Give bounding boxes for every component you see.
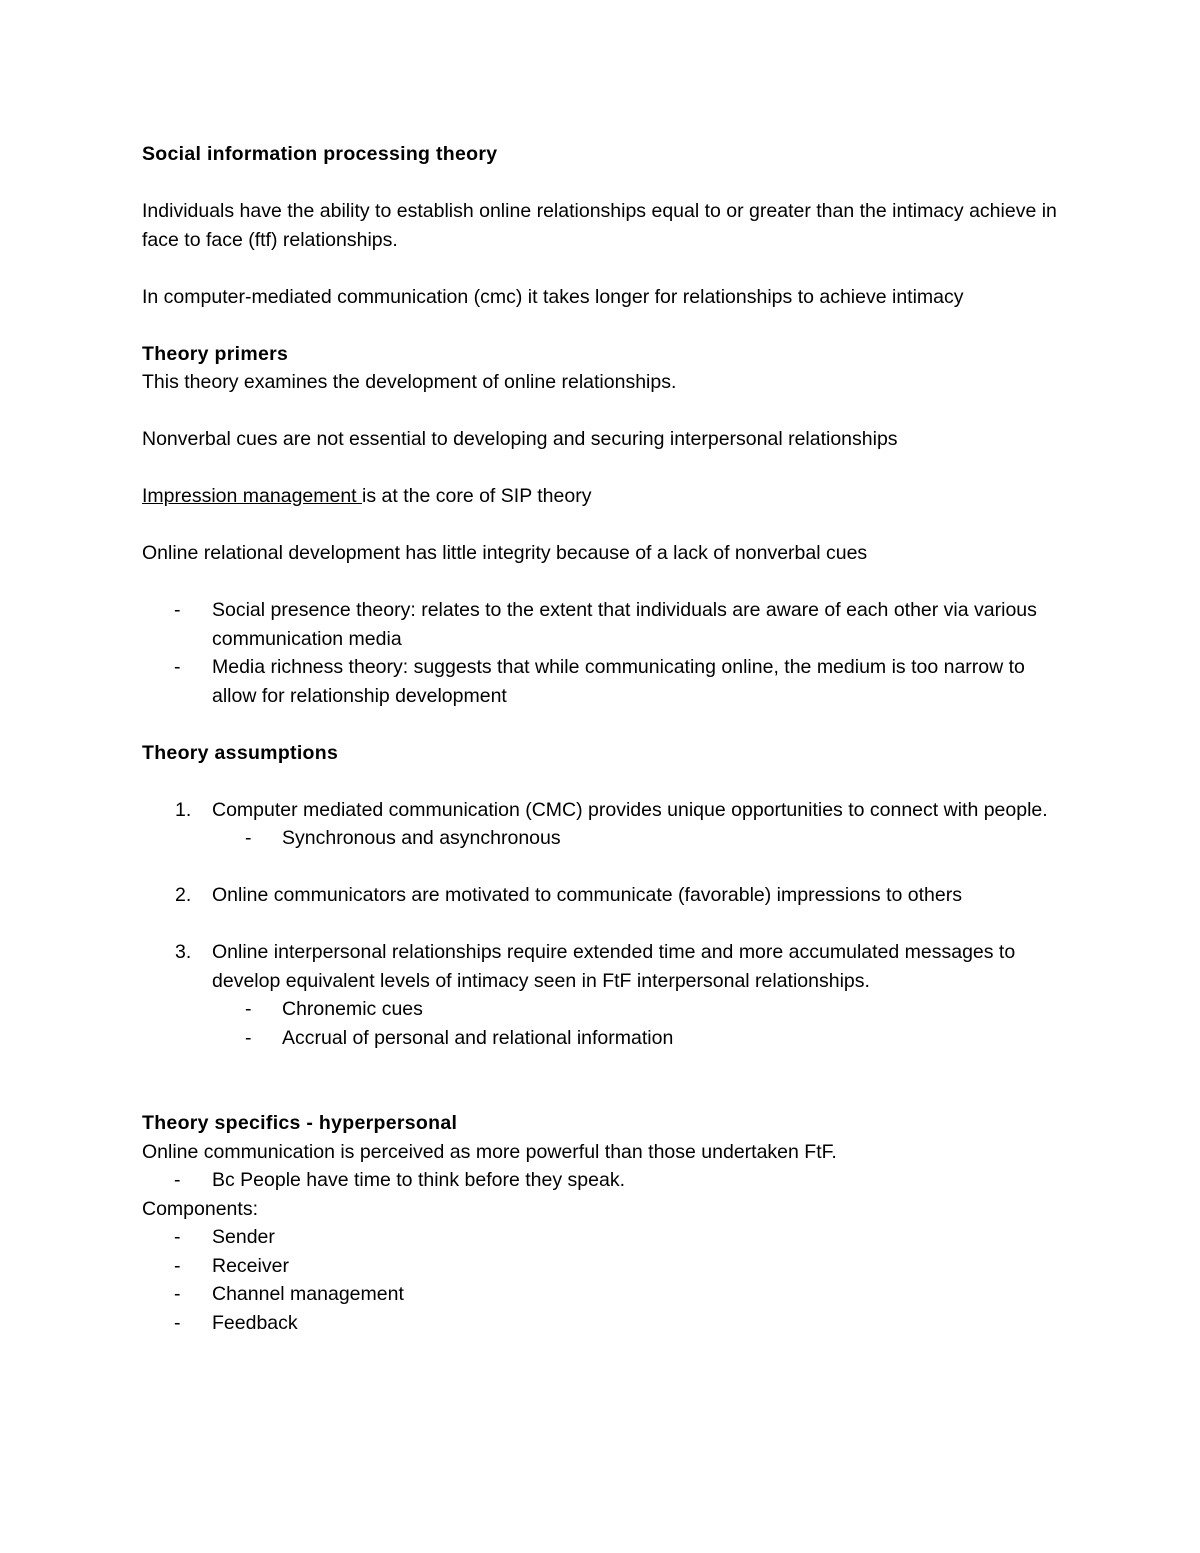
dash-marker: - bbox=[174, 599, 181, 621]
primers-paragraph-2: Nonverbal cues are not essential to developing and securing interpersonal relationships bbox=[142, 428, 898, 450]
list-item-text: Computer mediated communication (CMC) provides unique opportunities to connect with people. bbox=[212, 798, 1048, 821]
list-item-text: Online communicators are motivated to communicate (favorable) impressions to others bbox=[212, 884, 962, 906]
section-heading-specifics: Theory specifics - hyperpersonal bbox=[142, 1112, 458, 1134]
list-item bbox=[142, 938, 1062, 1052]
components-list bbox=[142, 1223, 1062, 1337]
list-item-text: Media richness theory: suggests that while communicating online, the medium is too narrow to allow for relationship development bbox=[212, 656, 1025, 707]
dash-marker: - bbox=[174, 1226, 181, 1248]
list-item bbox=[142, 796, 1062, 853]
intro-paragraph-1: Individuals have the ability to establish online relationships equal to or greater than the intimacy achieve in face to face (ftf) relationships. bbox=[142, 200, 1057, 251]
number-marker: 1. bbox=[175, 798, 192, 821]
list-item bbox=[142, 1309, 1062, 1338]
dash-marker: - bbox=[174, 1254, 181, 1277]
section-heading-primers: Theory primers bbox=[142, 342, 289, 365]
sub-list-item bbox=[212, 995, 1062, 1024]
primers-paragraph-3 bbox=[142, 482, 1062, 511]
number-marker: 2. bbox=[175, 884, 192, 906]
sub-list-item bbox=[212, 824, 1062, 853]
dash-marker: - bbox=[245, 827, 252, 849]
assumptions-numbered-list bbox=[142, 796, 1062, 1053]
primers-paragraph-3-rest: is at the core of SIP theory bbox=[362, 485, 592, 507]
intro-paragraph-2: In computer-mediated communication (cmc) it takes longer for relationships to achieve intimacy bbox=[142, 285, 964, 308]
primers-bullet-list bbox=[142, 596, 1062, 710]
dash-marker: - bbox=[174, 1169, 181, 1191]
components-label: Components: bbox=[142, 1197, 258, 1220]
list-item bbox=[142, 881, 1062, 910]
specifics-paragraph-1: Online communication is perceived as more powerful than those undertaken FtF. bbox=[142, 1140, 837, 1163]
dash-marker: - bbox=[245, 998, 252, 1020]
primers-paragraph-1: This theory examines the development of online relationships. bbox=[142, 371, 677, 393]
sub-list-item bbox=[212, 1024, 1062, 1053]
section-heading-assumptions: Theory assumptions bbox=[142, 741, 339, 764]
list-item-text: Channel management bbox=[212, 1283, 404, 1305]
sub-list-item-text: Accrual of personal and relational information bbox=[282, 1026, 674, 1049]
number-marker: 3. bbox=[175, 941, 192, 963]
list-item bbox=[142, 596, 1062, 653]
list-item bbox=[142, 1252, 1062, 1281]
list-item-text: Social presence theory: relates to the extent that individuals are aware of each other via various communication media bbox=[212, 599, 1037, 650]
list-item-text: Receiver bbox=[212, 1254, 289, 1277]
list-item bbox=[142, 1166, 1062, 1195]
list-item-text: Online interpersonal relationships require extended time and more accumulated messages to develop equivalent levels of intimacy seen in FtF interpersonal relationships. bbox=[212, 941, 1016, 992]
document-title: Social information processing theory bbox=[142, 143, 498, 165]
list-item-text: Sender bbox=[212, 1226, 275, 1248]
specifics-bullet-list bbox=[142, 1166, 1062, 1195]
dash-marker: - bbox=[174, 1283, 181, 1305]
dash-marker: - bbox=[174, 1311, 181, 1334]
primers-paragraph-4: Online relational development has little integrity because of a lack of nonverbal cues bbox=[142, 542, 868, 564]
list-item-text: Bc People have time to think before they speak. bbox=[212, 1169, 625, 1191]
list-item bbox=[142, 1223, 1062, 1252]
list-item-text: Feedback bbox=[212, 1311, 298, 1334]
sub-list-item-text: Chronemic cues bbox=[282, 998, 423, 1020]
list-item bbox=[142, 1280, 1062, 1309]
dash-marker: - bbox=[245, 1026, 252, 1049]
document-body bbox=[142, 140, 1062, 1337]
dash-marker: - bbox=[174, 656, 181, 678]
impression-management-term: Impression management bbox=[142, 485, 363, 507]
sub-list-item-text: Synchronous and asynchronous bbox=[282, 827, 561, 849]
list-item bbox=[142, 653, 1062, 710]
